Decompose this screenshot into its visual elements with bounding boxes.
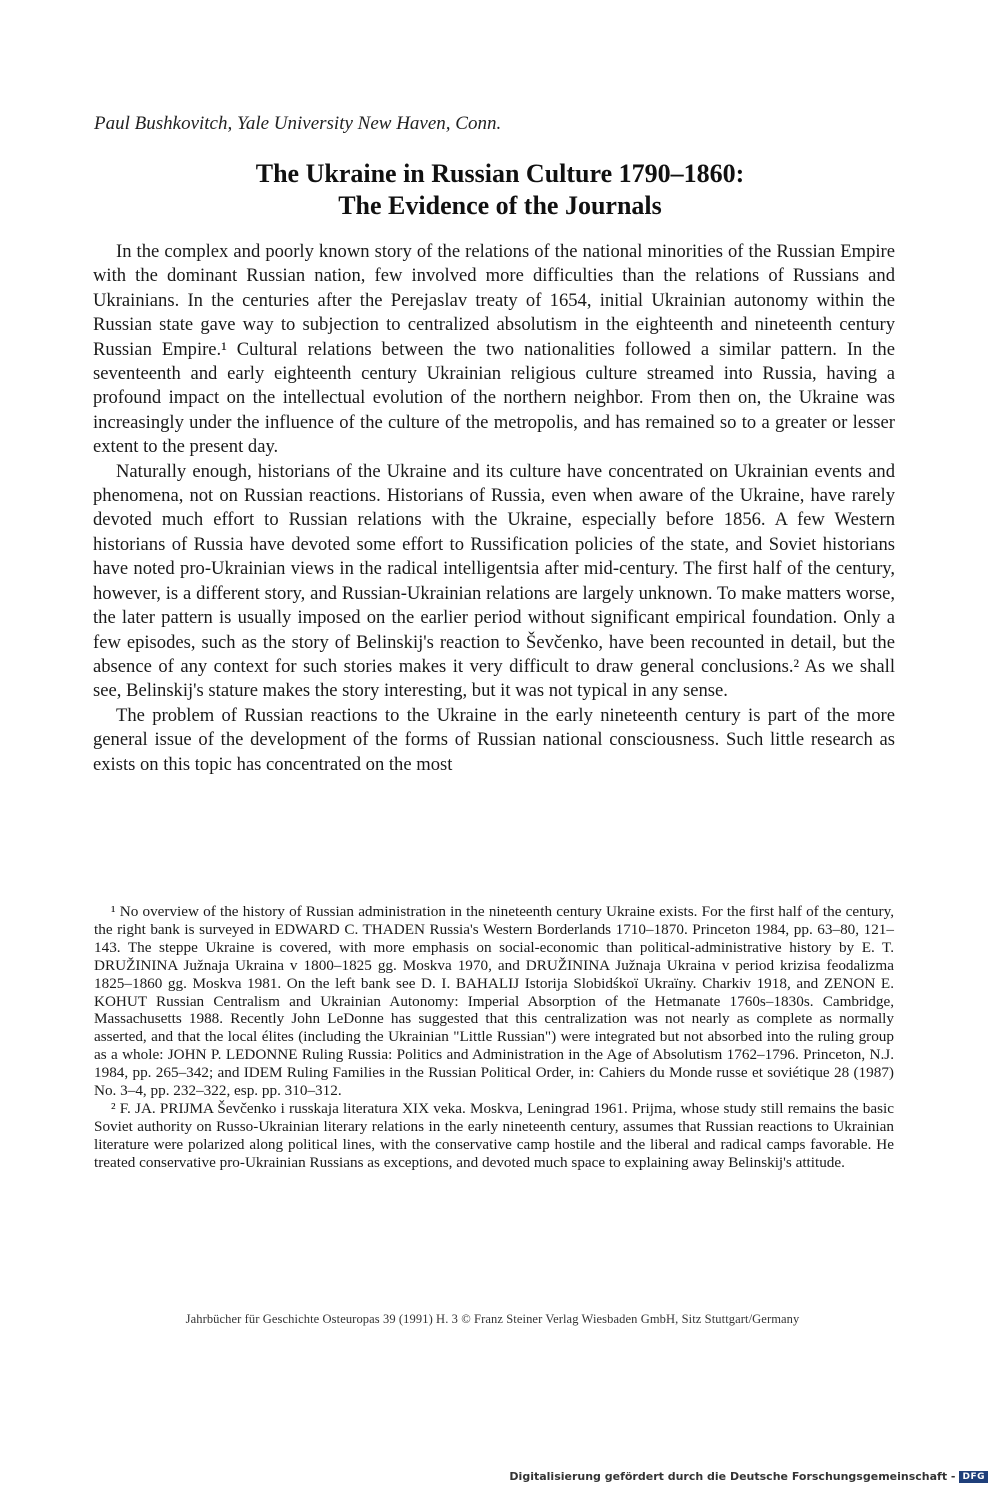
dfg-logo-icon: DFG	[959, 1471, 988, 1483]
digitization-credit	[509, 1470, 988, 1483]
body-paragraph: In the complex and poorly known story of the relations of the national minorities of the Russian Empire with the dominant Russian nation, few involved more difficulties than the relations of Russians and Ukrainians. In the centuries after the Perejaslav treaty of 1654, initial Ukrainian autonomy within the Russian state gave way to subjection to centralized absolutism in the eighteenth and nineteenth century Russian Empire.¹ Cultural relations between the two nationalities followed a similar pattern. In the seventeenth and early eighteenth century Ukrainian religious culture streamed into Russia, having a profound impact on the intellectual evolution of the northern neighbor. From then on, the Ukraine was increasingly under the influence of the culture of the metropolis, and has remained so to a greater or lesser extent to the present day.	[93, 241, 895, 458]
footnote-2: ² F. JA. PRIJMA Ševčenko i russkaja literatura XIX veka. Moskva, Leningrad 1961. Prijma, whose study still remains the basic Soviet authority on Russo-Ukrainian literary relations in the early nineteenth century, assumes that Russian reactions to Ukrainian literature were polarized along political lines, with the conservative camp hostile and the liberal and radical camps favorable. He treated conservative pro-Ukrainian Russians as exceptions, and devoted much space to explaining away Belinskij's attitude.	[94, 1099, 894, 1171]
footnote-1: ¹ No overview of the history of Russian administration in the nineteenth century Ukraine exists. For the first half of the century, the right bank is surveyed in EDWARD C. THADEN Russia's Western Borderlands 1710–1870. Princeton 1984, pp. 63–80, 121–143. The steppe Ukraine is covered, with more emphasis on social-economic than political-administrative history by E. T. DRUŽININA Južnaja Ukraina v 1800–1825 gg. Moskva 1970, and DRUŽININA Južnaja Ukraina v period krizisa feodalizma 1825–1860 gg. Moskva 1981. On the left bank see D. I. BAHALIJ Istorija Slobidśkoï Ukraïny. Charkiv 1918, and ZENON E. KOHUT Russian Centralism and Ukrainian Autonomy: Imperial Absorption of the Hetmanate 1760s–1830s. Cambridge, Massachusetts 1988. Recently John LeDonne has suggested that this centralization was not nearly as complete as normally asserted, and that the local élites (including the Ukrainian "Little Russian") were integrated but not absorbed into the ruling group as a whole: JOHN P. LEDONNE Ruling Russia: Politics and Administration in the Age of Absolutism 1762–1796. Princeton, N.J. 1984, pp. 265–342; and IDEM Ruling Families in the Russian Political Order, in: Cahiers du Monde russe et soviétique 28 (1987) No. 3–4, pp. 232–322, esp. pp. 310–312.	[94, 903, 894, 1100]
journal-citation: Jahrbücher für Geschichte Osteuropas 39 (1991) H. 3 © Franz Steiner Verlag Wiesbaden GmbH, Sitz Stuttgart/Germany	[185, 1312, 800, 1326]
body-paragraph: Naturally enough, historians of the Ukraine and its culture have concentrated on Ukrainian events and phenomena, not on Russian reactions. Historians of Russia, even when aware of the Ukraine, have rarely devoted much effort to Russian relations with the Ukraine, especially before 1856. A few Western historians of Russia have devoted some effort to Russification policies of the state, and Soviet historians have noted pro-Ukrainian views in the radical intelligentsia after mid-century. The first half of the century, however, is a different story, and Russian-Ukrainian relations are largely unknown. To make matters worse, the later pattern is usually imposed on the earlier period without significant empirical foundation. Only a few episodes, such as the story of Belinskij's reaction to Ševčenko, have been recounted in detail, but the absence of any context for such stories makes it very difficult to draw general conclusions.² As we shall see, Belinskij's stature makes the story interesting, but it was not typical in any sense.	[93, 460, 895, 702]
article-body	[93, 240, 895, 777]
footnotes	[94, 903, 894, 1172]
author-line: Paul Bushkovitch, Yale University New Haven, Conn.	[94, 113, 502, 134]
article-title-line2: The Evidence of the Journals	[338, 191, 662, 220]
digitization-note: Digitalisierung gefördert durch die Deutsche Forschungsgemeinschaft -	[509, 1470, 956, 1483]
body-paragraph: The problem of Russian reactions to the Ukraine in the early nineteenth century is part of the more general issue of the development of the forms of Russian national consciousness. Such little research as exists on this topic has concentrated on the most	[93, 704, 895, 775]
article-title-line1: The Ukraine in Russian Culture 1790–1860:	[255, 159, 745, 188]
